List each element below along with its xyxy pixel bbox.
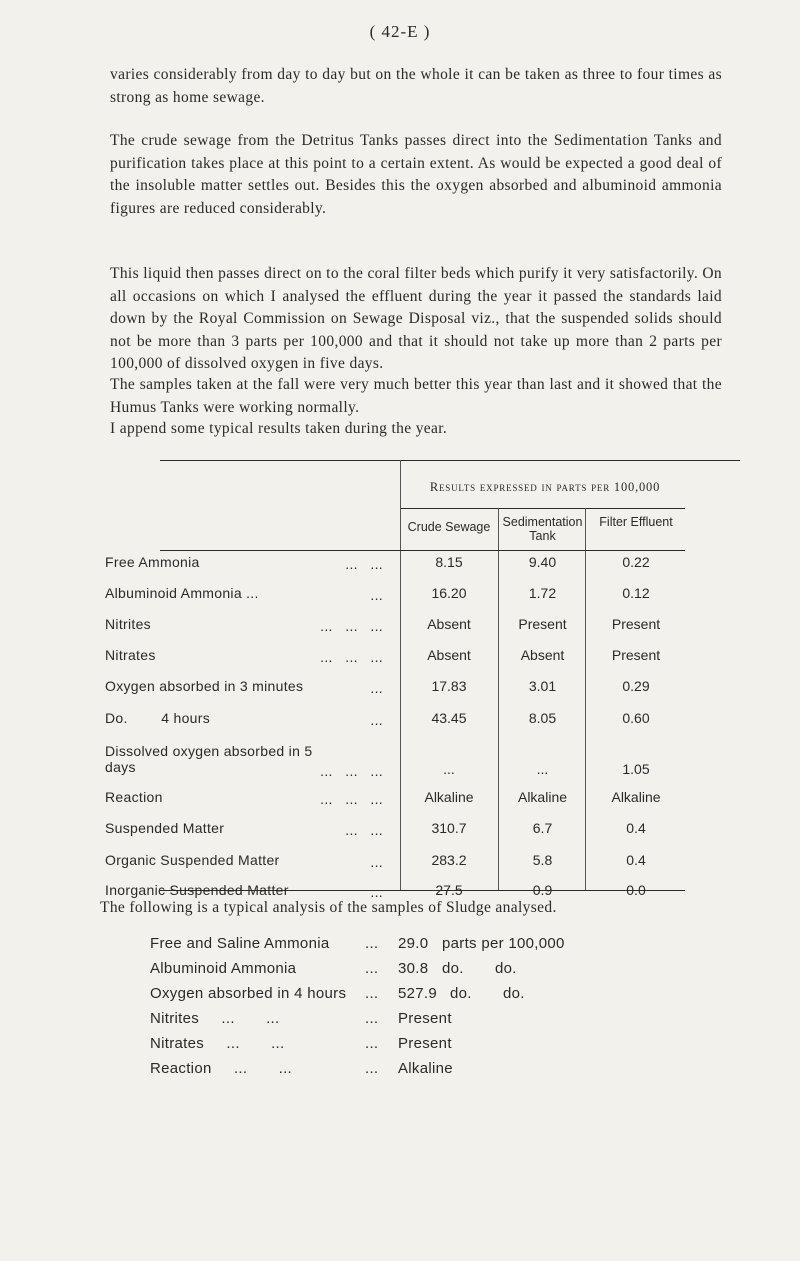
table-cell: 0.4	[626, 820, 646, 836]
paragraph-4: The samples taken at the fall were very much better this year than last and it showed that the Humus Tanks were working normally.	[110, 376, 722, 416]
results-table	[100, 460, 680, 900]
sludge-row	[150, 1010, 710, 1035]
paragraph-3: This liquid then passes direct on to the coral filter beds which purify it very satisfactorily. On all occasions on which I analysed the effluent during the year it passed the standards laid down by the Royal Commission on Sewage Disposal viz., that the suspended solids should not be more than 3 parts per 100,000 and that it should not take up more than 2 parts per 100,000 of dissolved oxygen in five days.	[110, 265, 722, 372]
sludge-dots: ...	[365, 985, 379, 1002]
table-caption: Results expressed in parts per 100,000	[429, 480, 661, 494]
sludge-dots: ...	[365, 1060, 379, 1077]
table-cell: ...	[443, 761, 455, 777]
row-label: Dissolved oxygen absorbed in 5 days ... ... ...	[105, 743, 383, 779]
row-label: Free Ammonia ... ...	[105, 554, 383, 572]
row-label: Albuminoid Ammonia ... ...	[105, 585, 383, 603]
sludge-value: Present	[398, 1035, 452, 1052]
table-cell: Alkaline	[611, 789, 661, 805]
sludge-label: Reaction ... ...	[150, 1060, 293, 1077]
row-label: Do. 4 hours ...	[105, 710, 383, 728]
table-cell: Absent	[427, 647, 471, 663]
caption-rule	[400, 508, 685, 509]
table-cell: 0.22	[622, 554, 650, 570]
paragraph-2: The crude sewage from the Detritus Tanks passes direct into the Sedimentation Tanks and purification takes place at this point to a certain extent. As would be expected a good deal of the insoluble matter settles out. Besides this the oxygen absorbed and albuminoid ammonia figures are reduced considerably.	[110, 132, 722, 217]
sludge-dots: ...	[365, 935, 379, 952]
sludge-value: 30.8	[398, 960, 429, 977]
paragraph-1: varies considerably from day to day but on the whole it can be taken as three to four times as strong as home sewage.	[110, 66, 722, 106]
sludge-analysis	[150, 935, 710, 1085]
sludge-value: Present	[398, 1010, 452, 1027]
sludge-dots: ...	[365, 1010, 379, 1027]
table-cell: 17.83	[431, 678, 467, 694]
sludge-label: Nitrates ... ...	[150, 1035, 285, 1052]
sludge-row	[150, 935, 710, 960]
sludge-row	[150, 1060, 710, 1085]
paragraph-5: I append some typical results taken during the year.	[110, 420, 448, 437]
table-cell: 0.0	[626, 882, 646, 898]
sludge-value: 527.9	[398, 985, 438, 1002]
sludge-row	[150, 960, 710, 985]
col-header-crude: Crude Sewage	[407, 520, 491, 534]
sludge-value: Alkaline	[398, 1060, 453, 1077]
sludge-dots: ...	[365, 1035, 379, 1052]
table-cell: 0.60	[622, 710, 650, 726]
sludge-value: 29.0	[398, 935, 429, 952]
table-cell: 8.05	[528, 710, 557, 726]
row-label: Inorganic Suspended Matter ...	[105, 882, 383, 900]
col-header-filter: Filter Effluent	[599, 515, 673, 529]
row-label: Nitrates ... ... ...	[105, 647, 383, 665]
table-cell: Alkaline	[424, 789, 474, 805]
sludge-label: Free and Saline Ammonia	[150, 935, 330, 952]
sludge-unit: parts per 100,000	[442, 935, 565, 952]
divider-col2	[585, 508, 586, 890]
table-cell: ...	[536, 761, 549, 777]
table-cell: 27.5	[435, 882, 463, 898]
sludge-label: Albuminoid Ammonia	[150, 960, 297, 977]
table-cell: Absent	[520, 647, 565, 663]
row-label: Organic Suspended Matter ...	[105, 852, 383, 870]
table-cell: Present	[518, 616, 567, 632]
sludge-row	[150, 1035, 710, 1060]
table-bottom-rule	[160, 890, 685, 891]
header-rule	[160, 550, 685, 551]
row-label: Nitrites ... ... ...	[105, 616, 383, 634]
table-cell: 1.05	[622, 761, 650, 777]
table-cell: 6.7	[532, 820, 553, 836]
sludge-row	[150, 985, 710, 1010]
table-cell: 0.29	[622, 678, 650, 694]
table-cell: 8.15	[435, 554, 463, 570]
table-cell: Present	[611, 647, 661, 663]
table-cell: 16.20	[431, 585, 467, 601]
table-cell: Present	[611, 616, 661, 632]
table-cell: 1.72	[528, 585, 557, 601]
sludge-unit: do. do.	[442, 960, 517, 977]
table-cell: 43.45	[431, 710, 467, 726]
table-cell: 310.7	[431, 820, 467, 836]
sludge-label: Oxygen absorbed in 4 hours	[150, 985, 347, 1002]
col-header-sedimentation: Sedimentation Tank	[502, 515, 583, 543]
table-cell: Alkaline	[517, 789, 568, 805]
divider-col1	[498, 508, 499, 890]
table-cell: 0.9	[532, 882, 553, 898]
table-cell: 0.12	[622, 585, 650, 601]
sludge-intro: The following is a typical analysis of the samples of Sludge analysed.	[100, 899, 557, 916]
table-cell: 283.2	[431, 852, 467, 868]
table-cell: 5.8	[532, 852, 553, 868]
row-label: Reaction ... ... ...	[105, 789, 383, 807]
row-label: Oxygen absorbed in 3 minutes ...	[105, 678, 383, 696]
sludge-dots: ...	[365, 960, 379, 977]
table-cell: 9.40	[528, 554, 557, 570]
table-cell: Absent	[427, 616, 471, 632]
table-top-rule	[160, 460, 740, 461]
table-cell: 3.01	[528, 678, 557, 694]
table-cell: 0.4	[626, 852, 646, 868]
page-number: ( 42-E )	[369, 22, 431, 41]
row-label: Suspended Matter ... ...	[105, 820, 383, 838]
sludge-unit: do. do.	[450, 985, 525, 1002]
sludge-label: Nitrites ... ...	[150, 1010, 280, 1027]
